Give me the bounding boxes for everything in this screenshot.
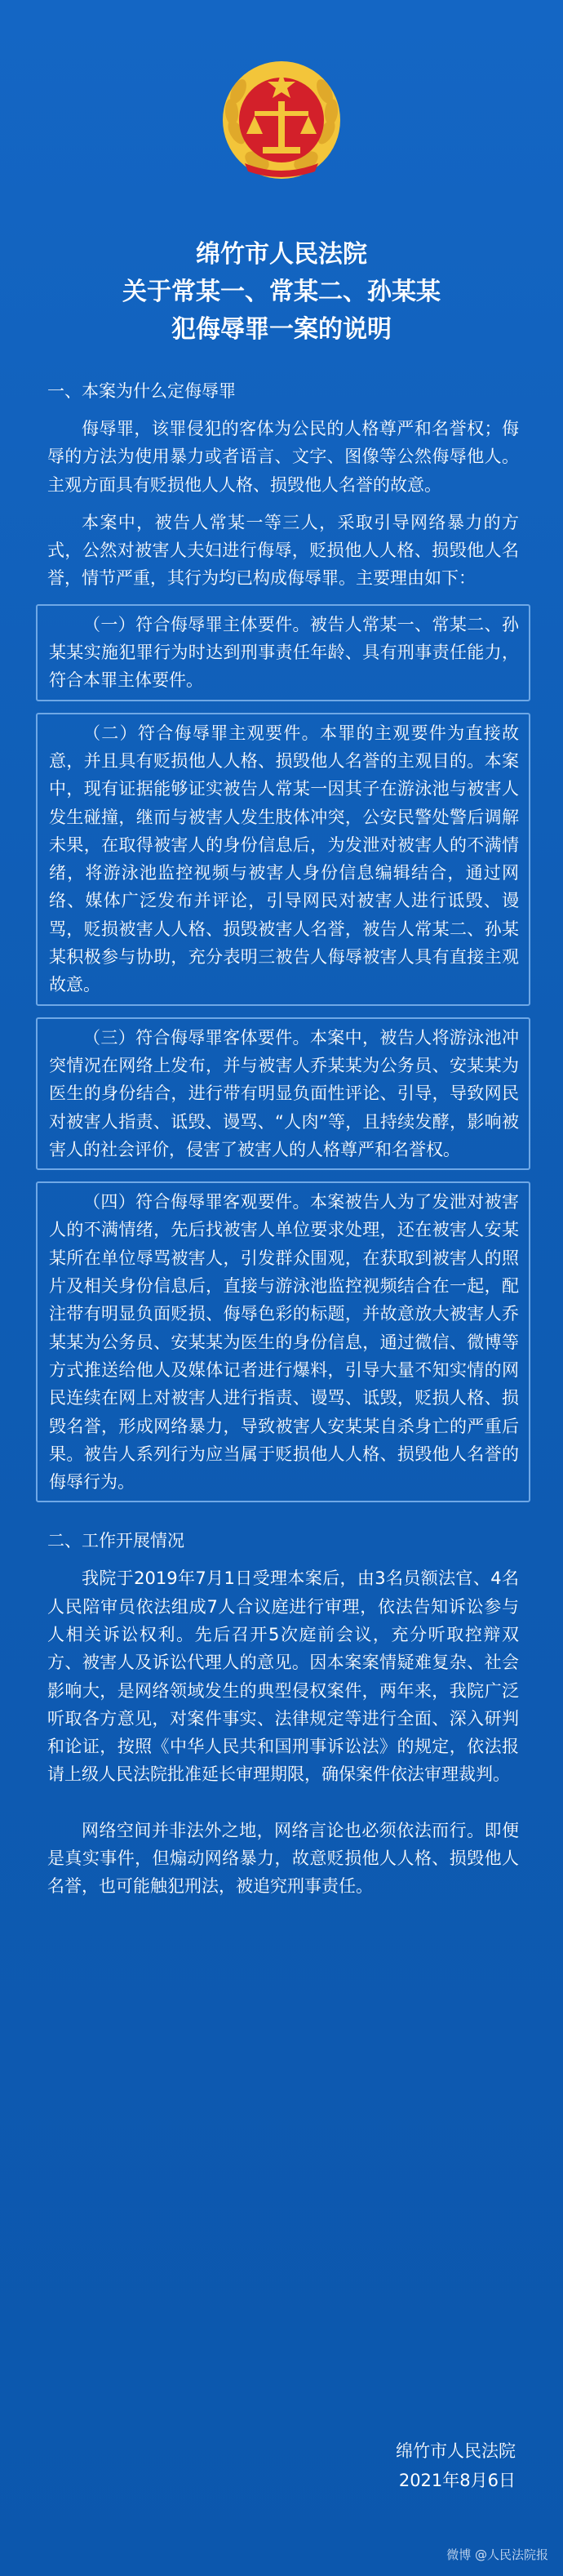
- requirement-box-intent: [36, 713, 530, 1006]
- signature-org: 绵竹市人民法院: [396, 2441, 516, 2461]
- court-emblem-icon: [220, 59, 343, 181]
- page-title-line-2: 关于常某一、常某二、孙某某: [122, 278, 441, 306]
- paragraph-case-summary: 本案中，被告人常某一等三人，采取引导网络暴力的方式，公然对被害人夫妇进行侮辱，贬损他人人格、损毁他人名誉，情节严重，其行为均已构成侮辱罪。主要理由如下：: [47, 512, 519, 589]
- page-title-line-1: 绵竹市人民法院: [196, 240, 367, 269]
- section-heading-2: 二、工作开展情况: [47, 1531, 184, 1551]
- requirement-box-objective: [36, 1181, 530, 1502]
- requirement-box-object: [36, 1017, 530, 1170]
- signature-block: [396, 2436, 516, 2495]
- document-body: [47, 377, 519, 1911]
- requirement-subject-text: （一）符合侮辱罪主体要件。被告人常某一、常某二、孙某某实施犯罪行为时达到刑事责任年龄、具有刑事责任能力，符合本罪主体要件。: [49, 614, 519, 691]
- requirement-object-text: （三）符合侮辱罪客体要件。本案中，被告人将游泳池冲突情况在网络上发布，并与被害人乔某某为公务员、安某某为医生的身份结合，进行带有明显负面性评论、引导，导致网民对被害人指责、诋毁、谩骂、“人肉”等，且持续发酵，影响被害人的社会评价，侵害了被害人的人格尊严和名誉权。: [49, 1027, 519, 1159]
- section-heading-1: 一、本案为什么定侮辱罪: [47, 381, 236, 401]
- requirement-intent-text: （二）符合侮辱罪主观要件。本罪的主观要件为直接故意，并且具有贬损他人人格、损毁他人名誉的主观目的。本案中，现有证据能够证实被告人常某一因其子在游泳池与被害人发生碰撞，继而与被害人发生肢体冲突，公安民警处警后调解未果，在取得被害人的身份信息后，为发泄对被害人的不满情绪，将游泳池监控视频与被害人身份信息编辑结合，通过网络、媒体广泛发布并评论，引导网民对被害人进行诋毁、谩骂，贬损被害人人格、损毁被害人名誉，被告人常某二、孙某某积极参与协助，充分表明三被告人侮辱被害人具有直接主观故意。: [49, 723, 519, 995]
- page-title-line-3: 犯侮辱罪一案的说明: [171, 315, 392, 344]
- requirement-box-subject: [36, 604, 530, 701]
- watermark: 微博 @人民法院报: [446, 2547, 548, 2562]
- paragraph-closing: 网络空间并非法外之地，网络言论也必须依法而行。即便是真实事件，但煽动网络暴力，故意贬损他人人格、损毁他人名誉，也可能触犯刑法，被追究刑事责任。: [47, 1820, 519, 1897]
- requirement-objective-text: （四）符合侮辱罪客观要件。本案被告人为了发泄对被害人的不满情绪，先后找被害人单位要求处理，还在被害人安某某所在单位辱骂被害人，引发群众围观，在获取到被害人的照片及相关身份信息后，直接与游泳池监控视频结合在一起，配注带有明显负面贬损、侮辱色彩的标题，并故意放大被害人乔某某为公务员、安某某为医生的身份信息，通过微信、微博等方式推送给他人及媒体记者进行爆料，引导大量不知实情的网民连续在网上对被害人进行指责、谩骂、诋毁，贬损人格、损毁名誉，形成网络暴力，导致被害人安某某自杀身亡的严重后果。被告人系列行为应当属于贬损他人人格、损毁他人名誉的侮辱行为。: [49, 1192, 519, 1493]
- paragraph-definition: 侮辱罪，该罪侵犯的客体为公民的人格尊严和名誉权；侮辱的方法为使用暴力或者语言、文字、图像等公然侮辱他人。主观方面具有贬损他人人格、损毁他人名誉的故意。: [47, 419, 519, 495]
- signature-date: 2021年8月6日: [398, 2471, 516, 2490]
- paragraph-work-progress: 我院于2019年7月1日受理本案后，由3名员额法官、4名人民陪审员依法组成7人合议庭进行审理，依法告知诉讼参与人相关诉讼权利。先后召开5次庭前会议，充分听取控辩双方、被害人及诉讼代理人的意见。因本案案情疑难复杂、社会影响大，是网络领域发生的典型侵权案件，两年来，我院广泛听取各方意见，对案件事实、法律规定等进行全面、深入研判和论证，按照《中华人民共和国刑事诉讼法》的规定，依法报请上级人民法院批准延长审理期限，确保案件依法审理裁判。: [47, 1568, 519, 1785]
